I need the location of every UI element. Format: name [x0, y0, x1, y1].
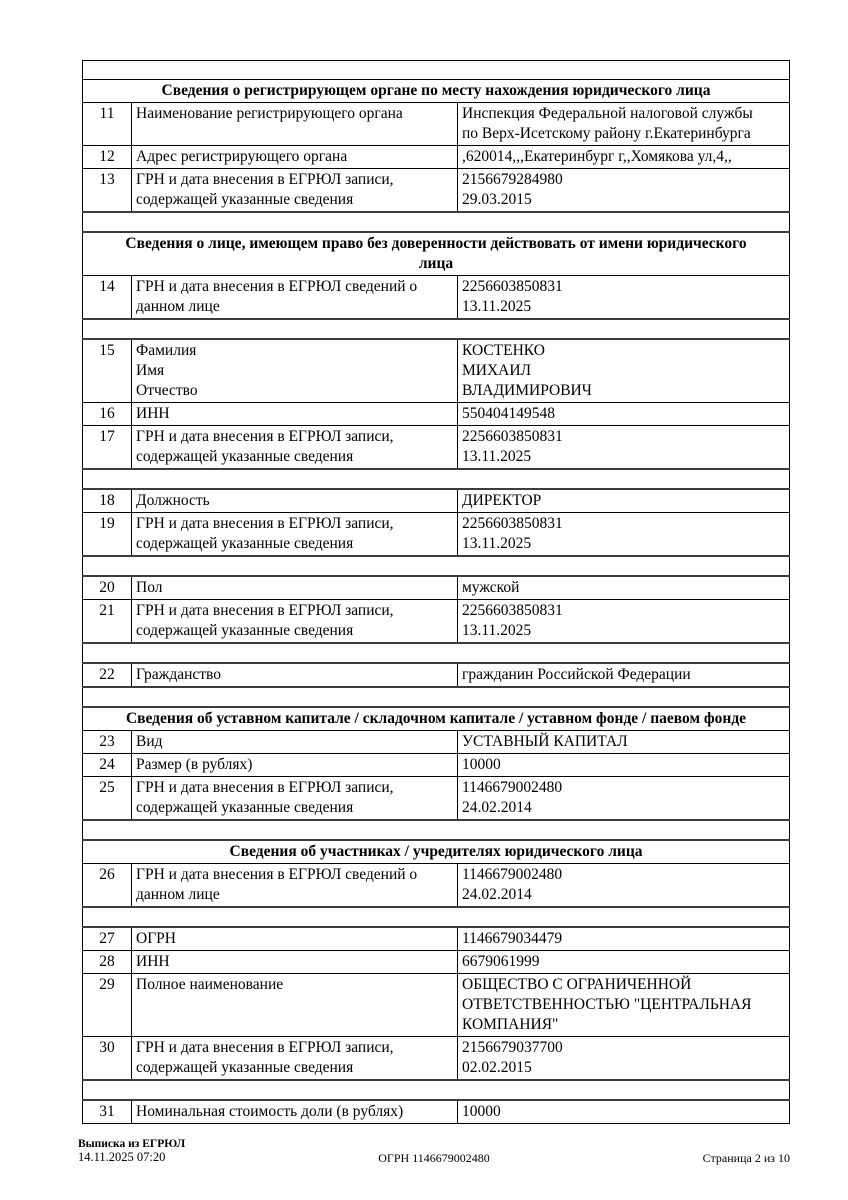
row-label-cell: ОГРН — [132, 927, 458, 951]
table-row — [83, 663, 790, 687]
footer-page-number: Страница 2 из 10 — [702, 1151, 790, 1165]
row-label-cell: Гражданство — [132, 663, 458, 687]
empty-cell — [83, 61, 790, 80]
row-number-cell: 12 — [83, 146, 132, 169]
table-row — [83, 146, 790, 169]
row-value-cell: КОСТЕНКО МИХАИЛ ВЛАДИМИРОВИЧ — [458, 339, 790, 403]
row-label-cell: Номинальная стоимость доли (в рублях) — [132, 1100, 458, 1124]
footer-datetime: 14.11.2025 07:20 — [78, 1150, 166, 1164]
table-row — [83, 1037, 790, 1081]
row-value-cell: ,620014,,,Екатеринбург г,,Хомякова ул,4,, — [458, 146, 790, 169]
table-row — [83, 489, 790, 513]
section-header-row — [83, 232, 790, 276]
row-label-cell: ГРН и дата внесения в ЕГРЮЛ записи, содержащей указанные сведения — [132, 600, 458, 644]
spacer-row — [83, 820, 790, 840]
row-value-cell: 2256603850831 13.11.2025 — [458, 426, 790, 470]
table-row — [83, 974, 790, 1037]
row-number-cell: 26 — [83, 864, 132, 908]
section-header-row — [83, 707, 790, 731]
table-row — [83, 426, 790, 470]
row-number-cell: 11 — [83, 103, 132, 146]
empty-cell — [83, 319, 790, 339]
row-number-cell: 18 — [83, 489, 132, 513]
row-label-cell: Пол — [132, 576, 458, 600]
row-value-cell: 2156679284980 29.03.2015 — [458, 169, 790, 213]
row-label-cell: Размер (в рублях) — [132, 754, 458, 777]
row-number-cell: 27 — [83, 927, 132, 951]
row-value-cell: Инспекция Федеральной налоговой службы по Верх-Исетскому району г.Екатеринбурга — [458, 103, 790, 146]
row-value-cell: гражданин Российской Федерации — [458, 663, 790, 687]
empty-cell — [83, 469, 790, 489]
row-label-cell: ГРН и дата внесения в ЕГРЮЛ записи, содержащей указанные сведения — [132, 426, 458, 470]
row-value-cell: 10000 — [458, 1100, 790, 1124]
table-row — [83, 864, 790, 908]
row-number-cell: 16 — [83, 403, 132, 426]
row-number-cell: 22 — [83, 663, 132, 687]
empty-cell — [83, 907, 790, 927]
row-label-cell: Вид — [132, 731, 458, 754]
empty-cell — [83, 820, 790, 840]
row-value-cell: 10000 — [458, 754, 790, 777]
spacer-row — [83, 469, 790, 489]
table-row — [83, 276, 790, 320]
footer-doc-title: Выписка из ЕГРЮЛ — [78, 1138, 186, 1150]
egrul-table — [82, 60, 790, 1124]
row-label-cell: Адрес регистрирующего органа — [132, 146, 458, 169]
section-title: Сведения об участниках / учредителях юридического лица — [83, 840, 790, 864]
row-label-cell: ГРН и дата внесения в ЕГРЮЛ сведений о данном лице — [132, 864, 458, 908]
row-value-cell: 2256603850831 13.11.2025 — [458, 513, 790, 557]
section-title: Сведения о регистрирующем органе по месту нахождения юридического лица — [83, 80, 790, 103]
row-value-cell: 2256603850831 13.11.2025 — [458, 276, 790, 320]
section-header-row — [83, 840, 790, 864]
footer-ogrn: ОГРН 1146679002480 — [378, 1151, 490, 1165]
table-row — [83, 513, 790, 557]
row-label-cell: ГРН и дата внесения в ЕГРЮЛ записи, содержащей указанные сведения — [132, 169, 458, 213]
section-header-row — [83, 80, 790, 103]
row-label-cell: ГРН и дата внесения в ЕГРЮЛ записи, содержащей указанные сведения — [132, 513, 458, 557]
table-row — [83, 103, 790, 146]
row-number-cell: 28 — [83, 951, 132, 974]
table-row — [83, 1100, 790, 1124]
row-value-cell: ДИРЕКТОР — [458, 489, 790, 513]
row-value-cell: ОБЩЕСТВО С ОГРАНИЧЕННОЙ ОТВЕТСТВЕННОСТЬЮ "ЦЕНТРАЛЬНАЯ КОМПАНИЯ" — [458, 974, 790, 1037]
row-label-cell: Наименование регистрирующего органа — [132, 103, 458, 146]
empty-cell — [83, 687, 790, 707]
section-title: Сведения об уставном капитале / складочном капитале / уставном фонде / паевом фонде — [83, 707, 790, 731]
row-number-cell: 24 — [83, 754, 132, 777]
spacer-row — [83, 643, 790, 663]
row-value-cell: 550404149548 — [458, 403, 790, 426]
spacer-row — [83, 556, 790, 576]
row-value-cell: 1146679034479 — [458, 927, 790, 951]
table-row — [83, 731, 790, 754]
section-title: Сведения о лице, имеющем право без доверенности действовать от имени юридического лица — [83, 232, 790, 276]
row-label-cell: ГРН и дата внесения в ЕГРЮЛ записи, содержащей указанные сведения — [132, 777, 458, 821]
spacer-row — [83, 687, 790, 707]
spacer-row — [83, 212, 790, 232]
table-row — [83, 339, 790, 403]
row-number-cell: 29 — [83, 974, 132, 1037]
table-row — [83, 951, 790, 974]
row-number-cell: 15 — [83, 339, 132, 403]
row-number-cell: 17 — [83, 426, 132, 470]
row-label-cell: ИНН — [132, 403, 458, 426]
empty-cell — [83, 556, 790, 576]
row-value-cell: мужской — [458, 576, 790, 600]
row-label-cell: ГРН и дата внесения в ЕГРЮЛ сведений о данном лице — [132, 276, 458, 320]
table-row — [83, 927, 790, 951]
table-row — [83, 777, 790, 821]
spacer-row — [83, 1080, 790, 1100]
blank-row — [83, 61, 790, 80]
row-number-cell: 20 — [83, 576, 132, 600]
row-value-cell: 6679061999 — [458, 951, 790, 974]
egrul-table-body — [83, 61, 790, 1124]
row-number-cell: 25 — [83, 777, 132, 821]
row-label-cell: ГРН и дата внесения в ЕГРЮЛ записи, содержащей указанные сведения — [132, 1037, 458, 1081]
row-number-cell: 13 — [83, 169, 132, 213]
row-value-cell: 1146679002480 24.02.2014 — [458, 777, 790, 821]
empty-cell — [83, 1080, 790, 1100]
table-row — [83, 600, 790, 644]
row-number-cell: 23 — [83, 731, 132, 754]
row-value-cell: 2256603850831 13.11.2025 — [458, 600, 790, 644]
row-label-cell: Полное наименование — [132, 974, 458, 1037]
empty-cell — [83, 643, 790, 663]
spacer-row — [83, 907, 790, 927]
row-number-cell: 31 — [83, 1100, 132, 1124]
row-number-cell: 19 — [83, 513, 132, 557]
row-number-cell: 14 — [83, 276, 132, 320]
table-row — [83, 169, 790, 213]
row-value-cell: 2156679037700 02.02.2015 — [458, 1037, 790, 1081]
row-label-cell: ИНН — [132, 951, 458, 974]
table-row — [83, 754, 790, 777]
spacer-row — [83, 319, 790, 339]
empty-cell — [83, 212, 790, 232]
row-value-cell: 1146679002480 24.02.2014 — [458, 864, 790, 908]
row-number-cell: 30 — [83, 1037, 132, 1081]
row-value-cell: УСТАВНЫЙ КАПИТАЛ — [458, 731, 790, 754]
table-row — [83, 403, 790, 426]
row-number-cell: 21 — [83, 600, 132, 644]
table-row — [83, 576, 790, 600]
row-label-cell: Фамилия Имя Отчество — [132, 339, 458, 403]
row-label-cell: Должность — [132, 489, 458, 513]
